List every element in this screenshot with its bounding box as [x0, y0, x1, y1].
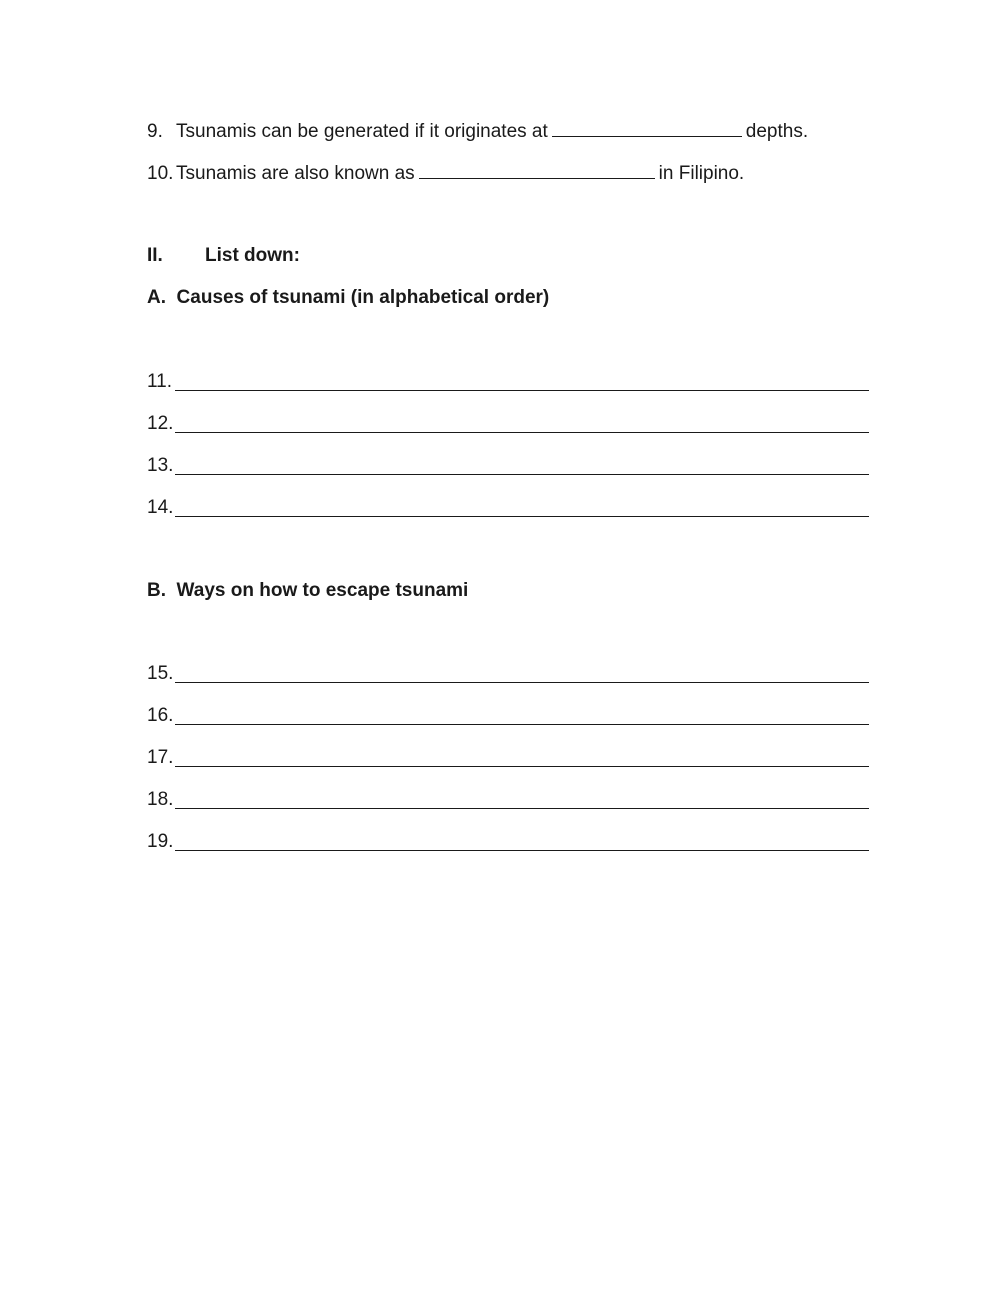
answer-line[interactable]: [175, 808, 869, 809]
answer-row: [147, 830, 869, 854]
answer-line[interactable]: [175, 724, 869, 725]
answer-row: [147, 662, 869, 686]
answer-row: [147, 746, 869, 770]
question-number: 10.: [147, 163, 174, 184]
answer-line[interactable]: [175, 390, 869, 391]
question-text: Tsunamis are also known as: [176, 163, 415, 184]
row-number: 11.: [147, 371, 173, 392]
section-numeral: II.: [147, 245, 163, 266]
answer-line[interactable]: [175, 516, 869, 517]
part-b-heading: B. Ways on how to escape tsunami: [147, 580, 469, 601]
section-title: List down:: [205, 245, 300, 266]
answer-row: [147, 454, 869, 478]
row-number: 16.: [147, 705, 174, 726]
row-number: 12.: [147, 413, 174, 434]
section-heading: [147, 244, 300, 268]
answer-row: [147, 788, 869, 812]
answer-row: [147, 496, 869, 520]
row-number: 14.: [147, 497, 174, 518]
question-suffix: in Filipino.: [658, 163, 745, 184]
answer-line[interactable]: [175, 682, 869, 683]
answer-line[interactable]: [175, 850, 869, 851]
row-number: 13.: [147, 455, 174, 476]
answer-line[interactable]: [175, 766, 869, 767]
question-9: [147, 119, 808, 144]
answer-blank[interactable]: [419, 161, 655, 179]
answer-row: [147, 704, 869, 728]
row-number: 19.: [147, 831, 174, 852]
question-suffix: depths.: [745, 121, 809, 142]
question-10: [147, 161, 744, 186]
answer-line[interactable]: [175, 432, 869, 433]
row-number: 17.: [147, 747, 174, 768]
row-number: 15.: [147, 663, 174, 684]
answer-row: [147, 412, 869, 436]
answer-blank[interactable]: [552, 119, 742, 137]
answer-row: [147, 370, 869, 394]
row-number: 18.: [147, 789, 174, 810]
part-a-heading: A. Causes of tsunami (in alphabetical order): [147, 287, 550, 308]
answer-line[interactable]: [175, 474, 869, 475]
question-text: Tsunamis can be generated if it originates at: [176, 121, 548, 142]
question-number: 9.: [147, 121, 163, 142]
